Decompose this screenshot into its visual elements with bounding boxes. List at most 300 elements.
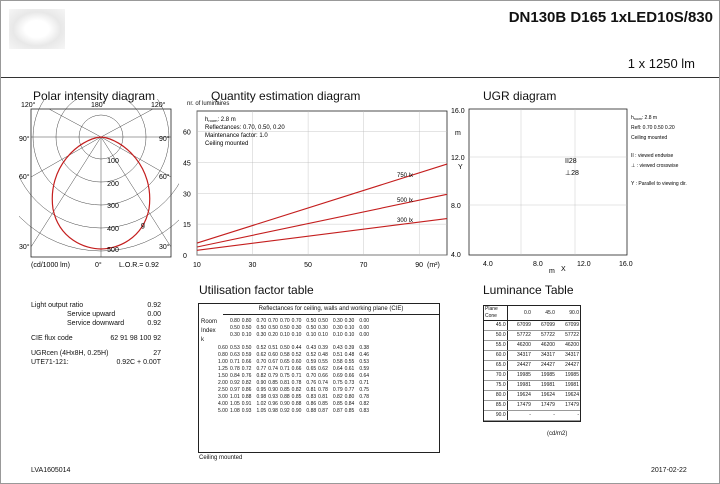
luminance-cell: 19985	[507, 371, 532, 381]
utilisation-cell: 0.77	[256, 366, 267, 372]
quantity-xtick: 30	[248, 262, 257, 269]
utilisation-cell: 0.60	[268, 352, 278, 358]
utilisation-cell: 1.05	[256, 408, 267, 414]
utilisation-k: 5.00	[218, 408, 228, 414]
utilisation-cell: 0.65	[279, 359, 290, 365]
utilisation-cell: 0.55	[318, 359, 328, 365]
utilisation-cell: 0.88	[279, 394, 290, 400]
luminaire-thumbnail	[9, 9, 65, 49]
ugr-title: UGR diagram	[483, 89, 557, 103]
utilisation-cell: 0.43	[306, 345, 317, 351]
utilisation-cell: 0.71	[291, 373, 302, 379]
luminance-angle: 45.0	[484, 321, 507, 331]
quantity-xunit: (m²)	[427, 262, 440, 269]
footer-code: LVA1605014	[31, 467, 71, 474]
utilisation-cell: 0.52	[256, 345, 267, 351]
utilisation-cell: 0.81	[318, 394, 328, 400]
luminance-cell: -	[507, 411, 532, 421]
quantity-note-h: hroom: 2.8 m	[205, 117, 236, 123]
utilisation-refl-cell: 0.50	[268, 325, 278, 331]
luminance-cell: -	[556, 411, 580, 421]
luminance-cell: 17479	[507, 401, 532, 411]
utilisation-row	[217, 394, 370, 401]
utilisation-refl-cell: 0.30	[344, 318, 355, 324]
utilisation-cell: 0.67	[268, 359, 278, 365]
ugr-endwise-value: II28	[565, 158, 577, 165]
quantity-ticks	[183, 130, 423, 269]
luminance-cell: 19985	[532, 371, 556, 381]
quantity-series-label: 750 lx	[397, 172, 414, 179]
utilisation-row	[217, 380, 370, 387]
utilisation-cell: 0.96	[268, 401, 278, 407]
utilisation-cell: 0.70	[306, 373, 317, 379]
luminance-corner: Plane Cone	[484, 306, 507, 321]
quantity-note-refl: Reflectances: 0.70, 0.50, 0.20	[205, 125, 285, 131]
utilisation-cell: 0.76	[241, 373, 252, 379]
utilisation-cell: 0.66	[344, 373, 355, 379]
luminance-row	[484, 361, 580, 371]
utilisation-cell: 0.50	[241, 345, 252, 351]
footer-date: 2017-02-22	[651, 467, 687, 474]
utilisation-cell: 0.61	[344, 366, 355, 372]
polar-angle-top-center: 180°	[91, 102, 106, 109]
utilisation-row	[217, 408, 370, 415]
utilisation-cell: 0.85	[291, 394, 302, 400]
polar-angle-right-60: 60°	[159, 174, 170, 181]
utilisation-cell: 0.82	[291, 387, 302, 393]
polar-bottom-angle: 0°	[95, 262, 102, 269]
utilisation-cell: 0.51	[332, 352, 343, 358]
header-divider	[1, 77, 720, 78]
info-ute: UTE71-121: 0.92C + 0.00T	[31, 359, 161, 366]
luminance-unit: (cd/m2)	[547, 431, 568, 437]
utilisation-refl-cell: 0.30	[318, 325, 328, 331]
utilisation-cell: 0.77	[344, 387, 355, 393]
utilisation-cell: 0.39	[318, 345, 328, 351]
polar-angle-left-30: 30°	[19, 244, 30, 251]
utilisation-refl-cell: 0.50	[306, 318, 317, 324]
utilisation-k: 1.25	[218, 366, 228, 372]
utilisation-row	[217, 366, 370, 373]
utilisation-cell: 0.86	[306, 401, 317, 407]
utilisation-title: Utilisation factor table	[199, 283, 314, 297]
polar-angle-left-90: 90°	[19, 136, 30, 143]
utilisation-cell: 0.39	[344, 345, 355, 351]
utilisation-cell: 0.79	[268, 373, 278, 379]
utilisation-refl-row	[217, 318, 370, 325]
utilisation-cell: 0.87	[332, 408, 343, 414]
luminance-cell: 19624	[507, 391, 532, 401]
ugr-plot-frame	[469, 109, 627, 255]
luminance-cell: 19624	[556, 391, 580, 401]
utilisation-refl-cell: 0.50	[256, 325, 267, 331]
utilisation-cell: 1.08	[230, 408, 240, 414]
utilisation-cell: 0.83	[306, 394, 317, 400]
ugr-notes	[631, 115, 687, 187]
luminance-angle: 65.0	[484, 361, 507, 371]
utilisation-cell: 0.87	[318, 408, 328, 414]
utilisation-cell: 0.91	[241, 401, 252, 407]
utilisation-cell: 0.88	[306, 408, 317, 414]
utilisation-refl-cell: 0.10	[279, 332, 290, 338]
utilisation-refl-cell: 0.70	[291, 318, 302, 324]
utilisation-refl-cell: 0.70	[256, 318, 267, 324]
luminance-angle: 75.0	[484, 381, 507, 391]
utilisation-cell: 0.92	[230, 380, 240, 386]
utilisation-cell: 0.64	[332, 366, 343, 372]
utilisation-cell: 0.64	[359, 373, 370, 379]
quantity-notes	[205, 117, 285, 147]
quantity-chart	[179, 105, 451, 273]
utilisation-refl-cell: 0.50	[241, 325, 252, 331]
luminance-row	[484, 331, 580, 341]
polar-angle-top-left: 120°	[21, 102, 36, 109]
utilisation-cell: 0.75	[359, 387, 370, 393]
svg-text:Refl: 0.70 0.50 0.20: Refl: 0.70 0.50 0.20	[631, 125, 675, 131]
ugr-legend-endwise: II : viewed endwise	[631, 153, 674, 159]
luminance-table	[483, 305, 581, 422]
polar-angle-top-right: 120°	[151, 102, 166, 109]
utilisation-k: 0.80	[218, 352, 228, 358]
luminance-cell: -	[532, 411, 556, 421]
utilisation-cell: 0.71	[230, 359, 240, 365]
luminance-angle: 55.0	[484, 341, 507, 351]
info-light-output-ratio: Light output ratio 0.92	[31, 302, 161, 309]
luminance-head-cell: 45.0	[532, 306, 556, 321]
utilisation-k: 4.00	[218, 401, 228, 407]
ugr-legend-parallel: Y : Parallel to viewing dir.	[631, 181, 687, 187]
utilisation-row	[217, 345, 370, 352]
utilisation-cell: 0.82	[256, 373, 267, 379]
luminance-cell: 19624	[532, 391, 556, 401]
utilisation-cell: 0.59	[241, 352, 252, 358]
luminance-cell: 67099	[507, 321, 532, 331]
utilisation-cell: 0.53	[230, 345, 240, 351]
luminance-head-cell: 0.0	[507, 306, 532, 321]
luminance-cell: 19985	[556, 371, 580, 381]
ugr-ytick-4: 4.0	[451, 252, 461, 259]
luminance-angle: 70.0	[484, 371, 507, 381]
ugr-xtick-4: 4.0	[483, 261, 493, 268]
utilisation-cell: 0.85	[268, 380, 278, 386]
utilisation-k: 2.00	[218, 380, 228, 386]
ugr-diagram	[451, 105, 701, 275]
quantity-xtick: 90	[415, 262, 424, 269]
utilisation-row	[217, 387, 370, 394]
utilisation-cell: 0.92	[279, 408, 290, 414]
utilisation-cell: 0.66	[318, 373, 328, 379]
utilisation-cell: 0.63	[230, 352, 240, 358]
polar-angle-right-90: 90°	[159, 136, 170, 143]
utilisation-refl-cell: 0.70	[268, 318, 278, 324]
polar-diagram	[19, 99, 179, 271]
utilisation-refl-cell: 0.00	[359, 332, 370, 338]
utilisation-cell: 0.82	[359, 401, 370, 407]
polar-unit: (cd/1000 lm)	[31, 262, 70, 269]
utilisation-cell: 0.38	[359, 345, 370, 351]
utilisation-k: 2.50	[218, 387, 228, 393]
quantity-series	[197, 164, 447, 250]
quantity-ytick: 60	[183, 129, 191, 137]
info-service-upward: Service upward 0.00	[67, 311, 161, 318]
utilisation-cell: 0.51	[268, 345, 278, 351]
utilisation-cell: 0.78	[359, 394, 370, 400]
utilisation-refl-cell: 0.80	[230, 318, 240, 324]
utilisation-cell: 0.66	[241, 359, 252, 365]
luminance-row	[484, 351, 580, 361]
svg-text:hroom: 2.8 m: $h_{room}$: 2.8 m	[631, 115, 658, 121]
utilisation-cell: 1.02	[256, 401, 267, 407]
utilisation-table	[198, 303, 440, 453]
utilisation-refl-row	[217, 332, 370, 339]
utilisation-cell: 0.79	[332, 387, 343, 393]
ugr-ytick-12: 12.0	[451, 155, 465, 162]
luminance-row	[484, 341, 580, 351]
utilisation-cell: 0.73	[344, 380, 355, 386]
ugr-xaxis-m: m	[549, 268, 555, 275]
utilisation-k: 1.50	[218, 373, 228, 379]
utilisation-cell: 0.88	[241, 394, 252, 400]
info-service-downward: Service downward 0.92	[67, 320, 161, 327]
utilisation-cell: 0.75	[332, 380, 343, 386]
utilisation-cell: 0.80	[344, 394, 355, 400]
utilisation-cell: 0.46	[359, 352, 370, 358]
luminance-cell: 57722	[556, 331, 580, 341]
utilisation-cell: 0.90	[279, 401, 290, 407]
luminance-row	[484, 371, 580, 381]
utilisation-cell: 0.83	[359, 408, 370, 414]
utilisation-cell: 0.58	[279, 352, 290, 358]
quantity-series-label: 500 lx	[397, 197, 414, 204]
quantity-title: Quantity estimation diagram	[211, 89, 361, 103]
utilisation-cell: 0.85	[318, 401, 328, 407]
utilisation-cell: 0.62	[256, 352, 267, 358]
luminance-cell: 46200	[532, 341, 556, 351]
info-cie-flux-code: CIE flux code 62 91 98 100 92	[31, 335, 161, 342]
utilisation-cell: 0.72	[241, 366, 252, 372]
utilisation-refl-cell: 0.50	[230, 325, 240, 331]
utilisation-refl-cell: 0.10	[291, 332, 302, 338]
utilisation-cell: 0.90	[268, 387, 278, 393]
ugr-xlabel: X	[561, 266, 566, 273]
utilisation-cell: 0.74	[318, 380, 328, 386]
luminance-cell: 17479	[556, 401, 580, 411]
polar-angle-right-30: 30°	[159, 244, 170, 251]
polar-curve-label: g	[141, 222, 145, 229]
utilisation-refl-row	[217, 325, 370, 332]
utilisation-cell: 0.59	[359, 366, 370, 372]
ring-label-400: 400	[107, 226, 119, 233]
luminance-head-cell: 90.0	[556, 306, 580, 321]
utilisation-cell: 0.86	[241, 387, 252, 393]
quantity-ytick: 30	[183, 191, 191, 199]
luminance-angle: 85.0	[484, 401, 507, 411]
utilisation-cell: 0.44	[291, 345, 302, 351]
quantity-note-mount: Ceiling mounted	[205, 141, 249, 147]
luminance-angle: 60.0	[484, 351, 507, 361]
ugr-xtick-16: 16.0	[619, 261, 633, 268]
utilisation-cell: 0.59	[306, 359, 317, 365]
utilisation-refl-cell: 0.10	[332, 332, 343, 338]
utilisation-refl-cell: 0.50	[318, 318, 328, 324]
utilisation-cell: 0.55	[344, 359, 355, 365]
utilisation-cell: 0.52	[306, 352, 317, 358]
utilisation-cell: 0.66	[291, 366, 302, 372]
utilisation-header: Reflectances for ceiling, walls and working plane (CIE)	[223, 304, 439, 315]
utilisation-refl-cell: 0.30	[332, 318, 343, 324]
info-ugr-cen: UGRcen (4Hx8H, 0.25H) 27	[31, 350, 161, 357]
utilisation-k: 0.60	[218, 345, 228, 351]
utilisation-cell: 0.78	[291, 380, 302, 386]
ring-label-500: 500	[107, 247, 119, 254]
utilisation-refl-cell: 0.50	[306, 325, 317, 331]
utilisation-row	[217, 352, 370, 359]
luminance-cell: 24427	[507, 361, 532, 371]
quantity-note-mf: Maintenance factor: 1.0	[205, 133, 268, 139]
ugr-yaxis-m: m	[455, 130, 461, 137]
quantity-series-label: 300 lx	[397, 217, 414, 224]
luminance-cell: 67099	[556, 321, 580, 331]
utilisation-cell: 1.05	[230, 401, 240, 407]
quantity-xtick: 70	[359, 262, 368, 269]
utilisation-cell: 0.97	[230, 387, 240, 393]
luminaire-info	[31, 301, 161, 367]
luminance-row	[484, 391, 580, 401]
utilisation-cell: 0.81	[279, 380, 290, 386]
utilisation-cell: 0.76	[306, 380, 317, 386]
utilisation-refl-cell: 0.30	[291, 325, 302, 331]
utilisation-cell: 0.70	[256, 359, 267, 365]
utilisation-refl-cell: 0.10	[318, 332, 328, 338]
utilisation-cell: 0.60	[291, 359, 302, 365]
utilisation-cell: 0.65	[306, 366, 317, 372]
utilisation-row	[217, 401, 370, 408]
utilisation-cell: 1.01	[230, 394, 240, 400]
utilisation-cell: 0.58	[332, 359, 343, 365]
utilisation-refl-cell: 0.70	[279, 318, 290, 324]
luminance-cell: 34317	[532, 351, 556, 361]
luminance-row	[484, 411, 580, 421]
quantity-ytick: 45	[183, 160, 191, 168]
luminance-title: Luminance Table	[483, 283, 574, 297]
quantity-xtick: 10	[193, 262, 201, 269]
utilisation-cell: 0.62	[318, 366, 328, 372]
luminance-row	[484, 321, 580, 331]
utilisation-cell: 0.71	[359, 380, 370, 386]
utilisation-cell: 0.78	[230, 366, 240, 372]
ugr-grid	[469, 109, 627, 255]
ugr-ytick-8: 8.0	[451, 203, 461, 210]
utilisation-refl-cell: 0.20	[268, 332, 278, 338]
utilisation-refl-cell: 0.30	[256, 332, 267, 338]
ugr-ytick-16: 16.0	[451, 108, 465, 115]
utilisation-refl-cell: 0.10	[306, 332, 317, 338]
ring-label-300: 300	[107, 203, 119, 210]
luminance-angle: 50.0	[484, 331, 507, 341]
luminance-cell: 67099	[532, 321, 556, 331]
utilisation-refl-cell: 0.10	[344, 325, 355, 331]
utilisation-refl-cell: 0.00	[359, 325, 370, 331]
utilisation-cell: 0.90	[256, 380, 267, 386]
utilisation-k: 1.00	[218, 359, 228, 365]
polar-angle-left-60: 60°	[19, 174, 30, 181]
luminance-cell: 19981	[507, 381, 532, 391]
luminance-cell: 24427	[556, 361, 580, 371]
polar-rays	[31, 109, 171, 257]
ugr-legend-crosswise: ⊥ : viewed crosswise	[631, 163, 679, 169]
luminance-cell: 46200	[507, 341, 532, 351]
utilisation-cell: 0.84	[230, 373, 240, 379]
luminance-cell: 19981	[532, 381, 556, 391]
utilisation-k: 3.00	[218, 394, 228, 400]
luminance-cell: 57722	[507, 331, 532, 341]
utilisation-footer: Ceiling mounted	[199, 455, 243, 461]
utilisation-cell: 0.84	[344, 401, 355, 407]
luminance-cell: 34317	[507, 351, 532, 361]
utilisation-cell: 0.43	[332, 345, 343, 351]
svg-text:Ceiling mounted: Ceiling mounted	[631, 135, 668, 141]
luminance-cell: 57722	[532, 331, 556, 341]
utilisation-row	[217, 373, 370, 380]
ugr-ylabel: Y	[458, 164, 463, 171]
luminance-angle: 80.0	[484, 391, 507, 401]
utilisation-cell: 0.50	[279, 345, 290, 351]
utilisation-row-label: Room Index k	[201, 319, 218, 343]
utilisation-refl-cell: 0.00	[359, 318, 370, 324]
utilisation-refl-cell: 0.30	[332, 325, 343, 331]
product-title: DN130B D165 1xLED10S/830	[508, 9, 713, 26]
utilisation-cell: 0.81	[306, 387, 317, 393]
ring-400	[19, 99, 179, 228]
luminance-cell: 17479	[532, 401, 556, 411]
utilisation-cell: 0.52	[291, 352, 302, 358]
ugr-xtick-8: 8.0	[533, 261, 543, 268]
luminance-cell: 24427	[532, 361, 556, 371]
utilisation-cell: 0.48	[344, 352, 355, 358]
lumen-output: 1 x 1250 lm	[627, 56, 695, 71]
ring-label-100: 100	[107, 158, 119, 165]
polar-title: Polar intensity diagram	[33, 89, 156, 103]
utilisation-cell: 0.82	[332, 394, 343, 400]
utilisation-cell: 0.88	[291, 401, 302, 407]
luminance-angle: 90.0	[484, 411, 507, 421]
quantity-ylabel: nr. of luminaires	[187, 101, 230, 107]
luminance-cell: 46200	[556, 341, 580, 351]
utilisation-cell: 0.53	[359, 359, 370, 365]
utilisation-cell: 0.82	[241, 380, 252, 386]
utilisation-refl-cell: 0.10	[241, 332, 252, 338]
quantity-ytick: 15	[183, 222, 191, 230]
utilisation-cell: 0.85	[332, 401, 343, 407]
utilisation-refl-cell: 0.10	[344, 332, 355, 338]
ring-label-200: 200	[107, 181, 119, 188]
ugr-crosswise-value: ⊥28	[565, 170, 579, 177]
luminance-row	[484, 401, 580, 411]
utilisation-cell: 0.78	[318, 387, 328, 393]
luminance-cell: 19981	[556, 381, 580, 391]
quantity-xtick: 50	[304, 262, 312, 269]
utilisation-refl-cell: 0.80	[241, 318, 252, 324]
utilisation-cell: 0.90	[291, 408, 302, 414]
polar-lor: L.O.R.= 0.92	[119, 262, 159, 269]
quantity-ytick: 0	[183, 253, 187, 260]
utilisation-refl-cell: 0.50	[279, 325, 290, 331]
ugr-xtick-12: 12.0	[577, 261, 591, 268]
utilisation-row	[217, 359, 370, 366]
utilisation-refl-cell: 0.30	[230, 332, 240, 338]
luminance-row	[484, 381, 580, 391]
utilisation-cell: 0.69	[332, 373, 343, 379]
